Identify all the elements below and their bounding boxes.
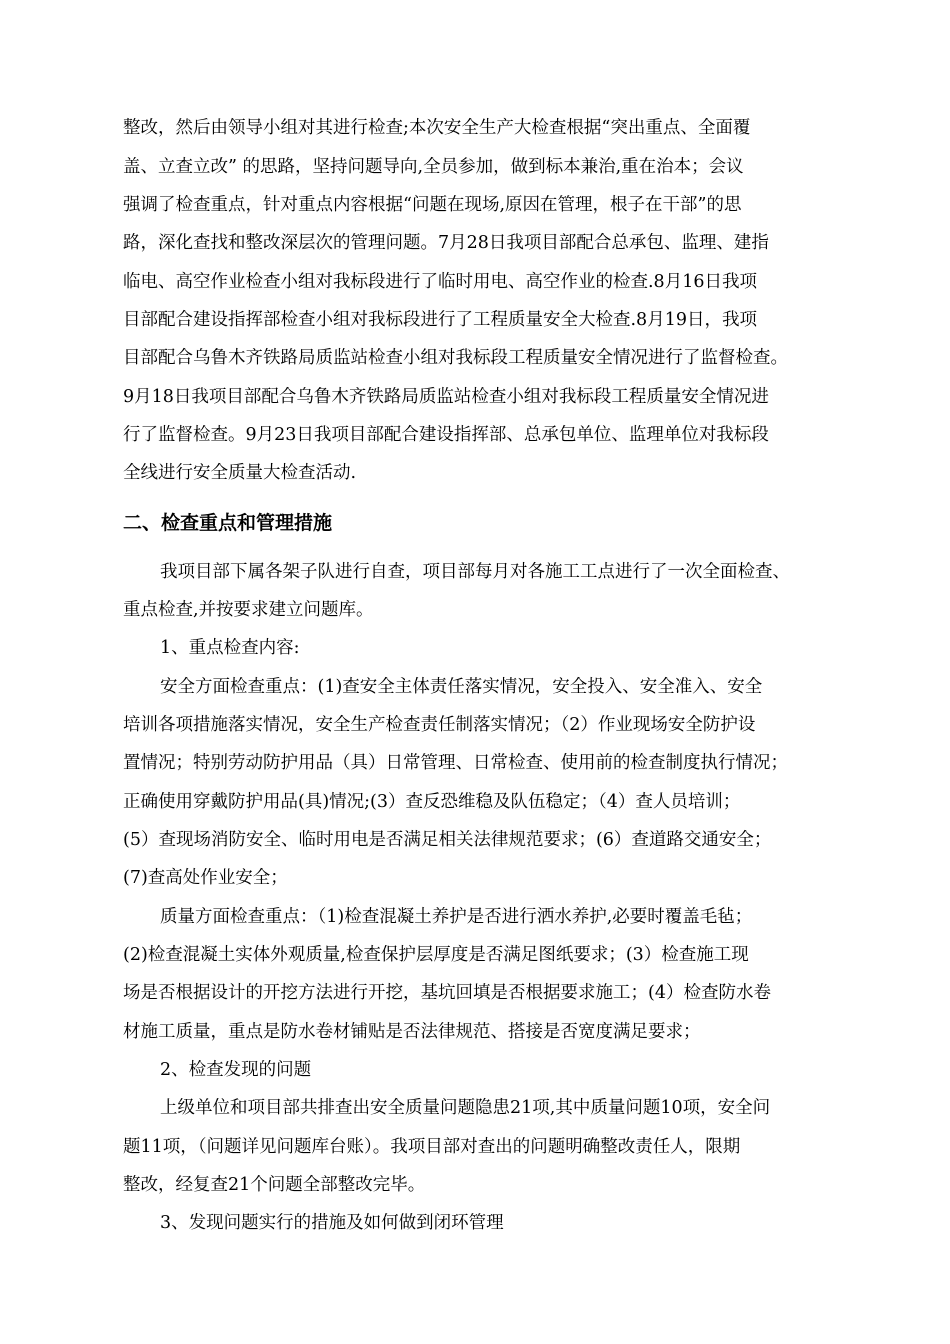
paragraph-line: 置情况；特别劳动防护用品（具）日常管理、日常检查、使用前的检查制度执行情况；	[123, 753, 788, 773]
paragraph-line: 9月18日我项目部配合乌鲁木齐铁路局质监站检查小组对我标段工程质量安全情况进	[123, 387, 769, 407]
paragraph-line: 强调了检查重点，针对重点内容根据“问题在现场,原因在管理，根子在干部”的思	[123, 195, 742, 215]
paragraph-line: 整改，然后由领导小组对其进行检查;本次安全生产大检查根据“突出重点、全面覆	[123, 118, 751, 138]
paragraph-line: 盖、立查立改” 的思路，坚持问题导向,全员参加，做到标本兼治,重在治本；会议	[123, 157, 744, 177]
paragraph-line: (5）查现场消防安全、临时用电是否满足相关法律规范要求；(6）查道路交通安全；	[123, 830, 772, 850]
paragraph-line: 正确使用穿戴防护用品(具)情况;(3）查反恐维稳及队伍稳定；（4）查人员培训；	[123, 792, 741, 812]
subsection-heading: 1、重点检查内容:	[160, 638, 300, 658]
section-heading: 二、检查重点和管理措施	[123, 512, 333, 534]
paragraph-line: 上级单位和项目部共排查出安全质量问题隐患21项,其中质量问题10项，安全问	[160, 1098, 771, 1118]
paragraph-line: 全线进行安全质量大检查活动.	[123, 463, 357, 483]
paragraph-line: 我项目部下属各架子队进行自查，项目部每月对各施工工点进行了一次全面检查、	[160, 562, 790, 582]
paragraph-line: 场是否根据设计的开挖方法进行开挖，基坑回填是否根据要求施工；(4）检查防水卷	[123, 983, 771, 1003]
paragraph-line: 质量方面检查重点：（1)检查混凝土养护是否进行洒水养护,必要时覆盖毛毡；	[160, 907, 753, 927]
paragraph-line: 路，深化查找和整改深层次的管理问题。7月28日我项目部配合总承包、监理、建指	[123, 233, 769, 253]
paragraph-line: 整改，经复查21个问题全部整改完毕。	[123, 1175, 426, 1195]
paragraph-line: 材施工质量，重点是防水卷材铺贴是否法律规范、搭接是否宽度满足要求；	[123, 1022, 701, 1042]
subsection-heading: 2、检查发现的问题	[160, 1060, 312, 1080]
paragraph-line: 安全方面检查重点：(1)查安全主体责任落实情况，安全投入、安全准入、安全	[160, 677, 763, 697]
paragraph-line: 行了监督检查。9月23日我项目部配合建设指挥部、总承包单位、监理单位对我标段	[123, 425, 769, 445]
paragraph-line: (7)查高处作业安全；	[123, 868, 288, 888]
paragraph-line: 目部配合建设指挥部检查小组对我标段进行了工程质量安全大检查.8月19日，我项	[123, 310, 757, 330]
paragraph-line: 临电、高空作业检查小组对我标段进行了临时用电、高空作业的检查.8月16日我项	[123, 272, 757, 292]
paragraph-line: 题11项，（问题详见问题库台账）。我项目部对查出的问题明确整改责任人，限期	[123, 1137, 741, 1157]
subsection-heading: 3、发现问题实行的措施及如何做到闭环管理	[160, 1213, 504, 1233]
paragraph-line: 重点检查,并按要求建立问题库。	[123, 600, 374, 620]
paragraph-line: 培训各项措施落实情况，安全生产检查责任制落实情况；（2）作业现场安全防护设	[123, 715, 756, 735]
paragraph-line: 目部配合乌鲁木齐铁路局质监站检查小组对我标段工程质量安全情况进行了监督检查。	[123, 348, 788, 368]
paragraph-line: (2)检查混凝土实体外观质量,检查保护层厚度是否满足图纸要求；(3）检查施工现	[123, 945, 749, 965]
